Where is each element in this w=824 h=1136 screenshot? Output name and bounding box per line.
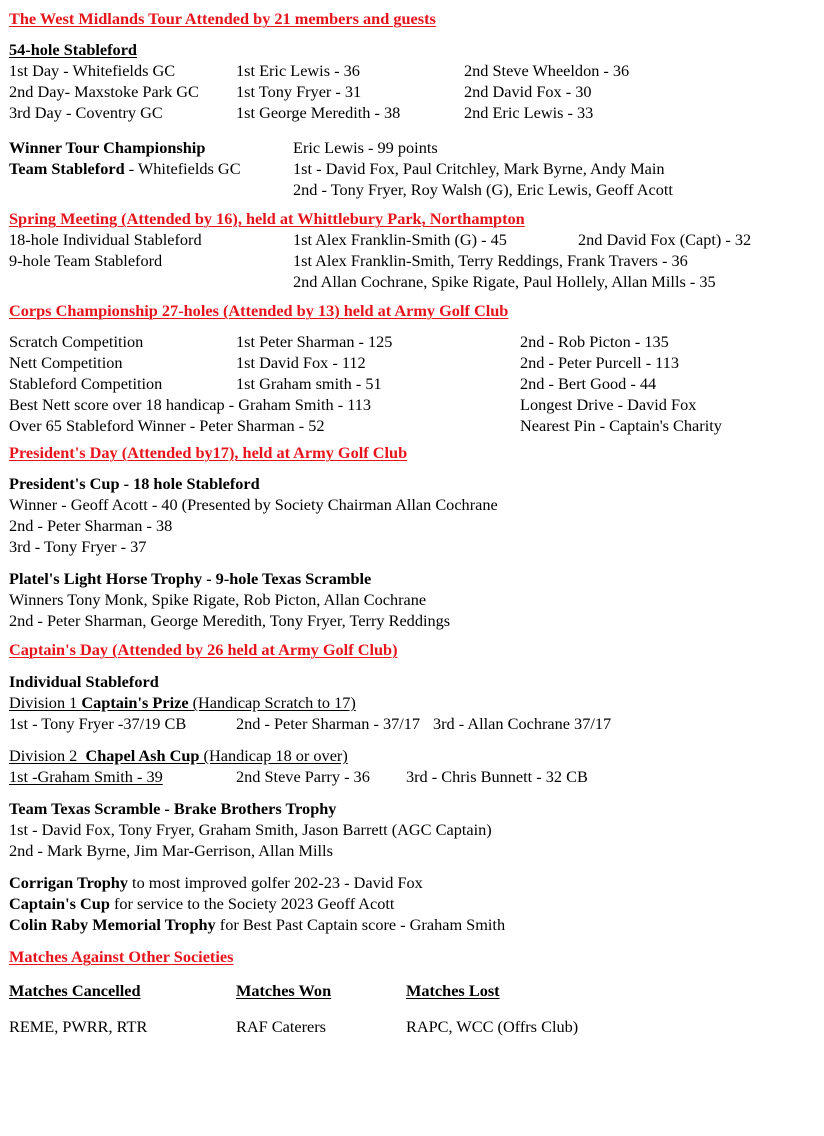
- tour-winner-label: Winner Tour Championship: [9, 138, 206, 157]
- tour-day-first: 1st George Meredith - 38: [236, 103, 401, 122]
- corps-best-nett: Best Nett score over 18 handicap - Graham Smith - 113: [9, 395, 372, 414]
- colin-raby-trophy: Colin Raby Memorial Trophy for Best Past Captain score - Graham Smith: [9, 915, 506, 934]
- spring-team-first: 1st Alex Franklin-Smith, Terry Reddings, Frank Travers - 36: [293, 251, 688, 270]
- presidents-cup-line: Winner - Geoff Acott - 40 (Presented by Society Chairman Allan Cochrane: [9, 495, 498, 514]
- division2-results: [9, 766, 815, 787]
- team-scramble-line: 2nd - Mark Byrne, Jim Mar-Gerrison, Allan Mills: [9, 841, 333, 860]
- presidents-cup-line: 3rd - Tony Fryer - 37: [9, 537, 147, 556]
- corps-over65: Over 65 Stableford Winner - Peter Sharman - 52: [9, 416, 325, 435]
- corps-extra-row: [9, 415, 815, 436]
- tour-day-label: 2nd Day- Maxstoke Park GC: [9, 82, 199, 101]
- corps-longest-drive: Longest Drive - David Fox: [520, 395, 697, 414]
- division1-heading: Division 1 Captain's Prize (Handicap Scratch to 17): [9, 693, 356, 712]
- tour-team-row: [9, 158, 815, 179]
- tour-day-row: [9, 102, 815, 123]
- spring-individual-second: 2nd David Fox (Capt) - 32: [578, 230, 752, 249]
- tour-day-row: [9, 60, 815, 81]
- division1-first: 1st - Tony Fryer -37/19 CB: [9, 714, 187, 733]
- tour-day-row: [9, 81, 815, 102]
- division2-heading: Division 2 Chapel Ash Cup (Handicap 18 or over): [9, 746, 348, 765]
- spring-individual-first: 1st Alex Franklin-Smith (G) - 45: [293, 230, 507, 249]
- matches-won-value: RAF Caterers: [236, 1017, 326, 1036]
- tour-heading: The West Midlands Tour Attended by 21 members and guests: [9, 9, 436, 28]
- corps-label: Stableford Competition: [9, 374, 163, 393]
- corps-row: [9, 331, 815, 352]
- corrigan-trophy: Corrigan Trophy to most improved golfer 202-23 - David Fox: [9, 873, 423, 892]
- matches-lost-header: Matches Lost: [406, 981, 500, 1000]
- tour-team-first: 1st - David Fox, Paul Critchley, Mark Byrne, Andy Main: [293, 159, 665, 178]
- corps-extra-row: [9, 394, 815, 415]
- division2-second: 2nd Steve Parry - 36: [236, 767, 370, 786]
- platel-line: 2nd - Peter Sharman, George Meredith, Tony Fryer, Terry Reddings: [9, 611, 451, 630]
- tour-day-second: 2nd Steve Wheeldon - 36: [464, 61, 630, 80]
- spring-team-row: [9, 250, 815, 271]
- matches-lost-value: RAPC, WCC (Offrs Club): [406, 1017, 579, 1036]
- corps-second: 2nd - Peter Purcell - 113: [520, 353, 680, 372]
- division1-second: 2nd - Peter Sharman - 37/17: [236, 714, 421, 733]
- corps-heading: Corps Championship 27-holes (Attended by 13) held at Army Golf Club: [9, 301, 509, 320]
- tour-winner-value: Eric Lewis - 99 points: [293, 138, 438, 157]
- presidents-cup-title: President's Cup - 18 hole Stableford: [9, 474, 260, 493]
- spring-individual-label: 18-hole Individual Stableford: [9, 230, 202, 249]
- tour-winner-row: [9, 137, 815, 158]
- division1-results: [9, 713, 815, 734]
- platel-line: Winners Tony Monk, Spike Rigate, Rob Picton, Allan Cochrane: [9, 590, 427, 609]
- spring-team-label: 9-hole Team Stableford: [9, 251, 163, 270]
- tour-team-label: Team Stableford - Whitefields GC: [9, 159, 241, 178]
- corps-second: 2nd - Bert Good - 44: [520, 374, 657, 393]
- spring-team-second: 2nd Allan Cochrane, Spike Rigate, Paul Hollely, Allan Mills - 35: [293, 272, 716, 291]
- matches-heading: Matches Against Other Societies: [9, 947, 234, 966]
- captains-heading: Captain's Day (Attended by 26 held at Army Golf Club): [9, 640, 398, 659]
- division1-third: 3rd - Allan Cochrane 37/17: [433, 714, 612, 733]
- spring-individual-row: [9, 229, 815, 250]
- corps-nearest-pin: Nearest Pin - Captain's Charity: [520, 416, 722, 435]
- presidents-heading: President's Day (Attended by17), held at Army Golf Club: [9, 443, 408, 462]
- tour-day-label: 3rd Day - Coventry GC: [9, 103, 163, 122]
- corps-second: 2nd - Rob Picton - 135: [520, 332, 669, 351]
- corps-label: Nett Competition: [9, 353, 123, 372]
- team-scramble-title: Team Texas Scramble - Brake Brothers Trophy: [9, 799, 337, 818]
- spring-team-row: [9, 271, 815, 292]
- tour-format-heading: 54-hole Stableford: [9, 40, 137, 59]
- tour-team-second: 2nd - Tony Fryer, Roy Walsh (G), Eric Lewis, Geoff Acott: [293, 180, 673, 199]
- document-page: [9, 8, 815, 1037]
- matches-cancelled-value: REME, PWRR, RTR: [9, 1017, 148, 1036]
- corps-first: 1st David Fox - 112: [236, 353, 366, 372]
- team-scramble-line: 1st - David Fox, Tony Fryer, Graham Smith, Jason Barrett (AGC Captain): [9, 820, 492, 839]
- corps-first: 1st Graham smith - 51: [236, 374, 382, 393]
- corps-label: Scratch Competition: [9, 332, 144, 351]
- matches-values-row: [9, 1016, 815, 1037]
- corps-row: [9, 352, 815, 373]
- tour-day-first: 1st Tony Fryer - 31: [236, 82, 362, 101]
- corps-first: 1st Peter Sharman - 125: [236, 332, 393, 351]
- spring-heading: Spring Meeting (Attended by 16), held at Whittlebury Park, Northampton: [9, 209, 525, 228]
- division2-first: 1st -Graham Smith - 39: [9, 767, 163, 786]
- captains-cup: Captain's Cup for service to the Society 2023 Geoff Acott: [9, 894, 395, 913]
- division2-third: 3rd - Chris Bunnett - 32 CB: [406, 767, 588, 786]
- matches-header-row: [9, 980, 815, 1001]
- individual-stableford-title: Individual Stableford: [9, 672, 159, 691]
- matches-won-header: Matches Won: [236, 981, 332, 1000]
- platel-title: Platel's Light Horse Trophy - 9-hole Texas Scramble: [9, 569, 372, 588]
- tour-day-second: 2nd Eric Lewis - 33: [464, 103, 594, 122]
- tour-day-first: 1st Eric Lewis - 36: [236, 61, 360, 80]
- corps-row: [9, 373, 815, 394]
- tour-day-label: 1st Day - Whitefields GC: [9, 61, 176, 80]
- tour-team-row: [9, 179, 815, 200]
- presidents-cup-line: 2nd - Peter Sharman - 38: [9, 516, 173, 535]
- matches-cancelled-header: Matches Cancelled: [9, 981, 141, 1000]
- tour-day-second: 2nd David Fox - 30: [464, 82, 592, 101]
